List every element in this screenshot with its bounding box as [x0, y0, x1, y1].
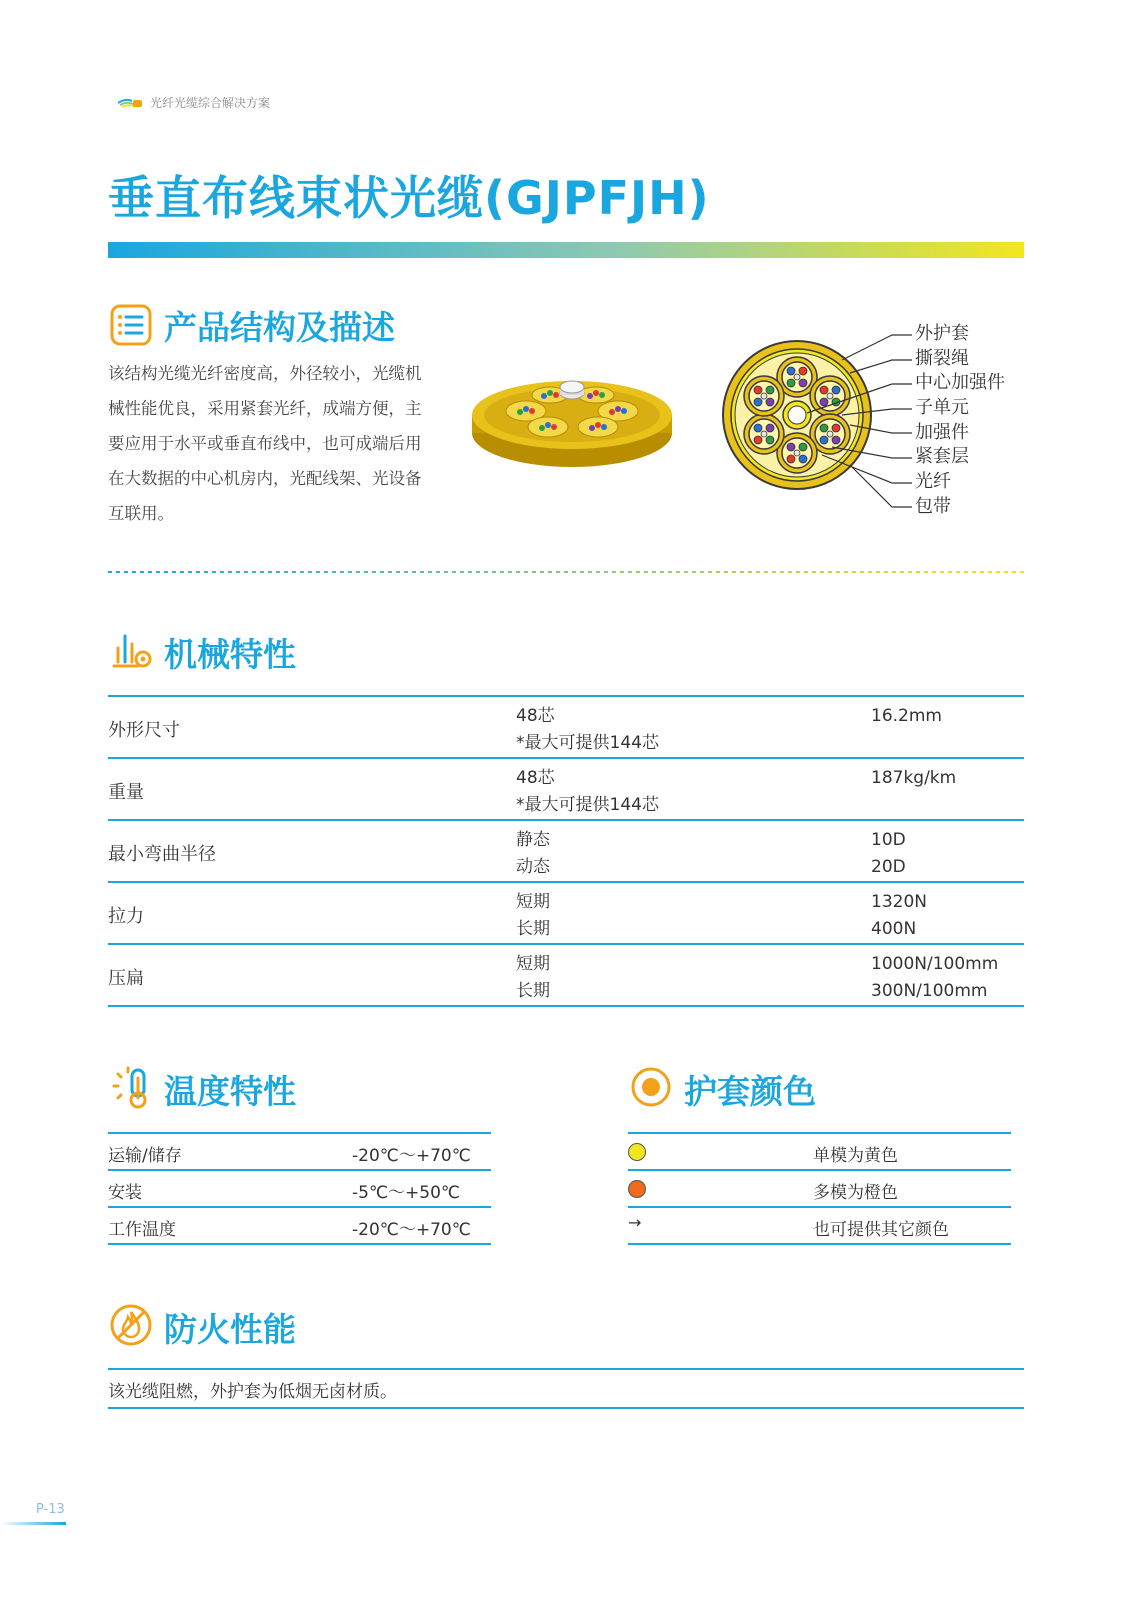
arrow-right-icon: → — [628, 1213, 642, 1232]
row-condition: 短期 长期 — [516, 954, 550, 1001]
mechanical-heading: 机械特性 — [164, 635, 296, 674]
row-condition: 短期 长期 — [516, 892, 550, 939]
row-condition: 48芯 *最大可提供144芯 — [516, 768, 659, 815]
row-name: 最小弯曲半径 — [108, 844, 216, 865]
row-value: 也可提供其它颜色 — [813, 1220, 949, 1240]
legend-label: 中心加强件 — [915, 372, 1005, 394]
legend-label: 撕裂绳 — [915, 347, 969, 369]
legend-label: 加强件 — [915, 421, 969, 443]
row-value: -5℃～+50℃ — [352, 1183, 461, 1203]
page-title: 垂直布线束状光缆(GJPFJH) — [108, 171, 710, 225]
row-condition: 静态 动态 — [516, 830, 550, 877]
section-divider — [108, 571, 1024, 573]
target-dot-icon — [628, 1064, 674, 1110]
temperature-icon-wrap — [108, 1064, 154, 1114]
orange-swatch-icon — [628, 1180, 646, 1198]
row-name: 安装 — [108, 1183, 142, 1203]
cable-cross-section-diagram — [722, 325, 922, 525]
jacket-heading: 护套颜色 — [684, 1072, 816, 1111]
row-value: 多模为橙色 — [813, 1183, 898, 1203]
fiber-logo-icon — [118, 97, 142, 109]
legend-label: 光纤 — [915, 471, 951, 493]
fire-heading: 防火性能 — [164, 1310, 296, 1349]
table-row — [628, 1206, 1011, 1245]
row-value: -20℃～+70℃ — [352, 1220, 471, 1240]
cable-3d-illustration — [470, 365, 675, 470]
table-row — [108, 1132, 491, 1169]
temperature-heading: 温度特性 — [164, 1072, 296, 1111]
row-name: 工作温度 — [108, 1220, 176, 1240]
table-row — [108, 819, 1024, 881]
row-condition: 48芯 *最大可提供144芯 — [516, 706, 659, 753]
row-value: 单模为黄色 — [813, 1146, 898, 1166]
row-value: 10D 20D — [871, 830, 906, 877]
page-number-underline — [0, 1522, 66, 1525]
table-row — [108, 943, 1024, 1007]
row-value: 1000N/100mm 300N/100mm — [871, 954, 999, 1001]
row-name: 运输/储存 — [108, 1146, 182, 1166]
table-row — [108, 881, 1024, 943]
structure-icon-wrap — [108, 302, 154, 352]
brand-header — [118, 94, 270, 111]
mechanical-icon-wrap — [108, 628, 154, 678]
legend-label: 子单元 — [915, 397, 969, 419]
row-name: 重量 — [108, 782, 144, 803]
legend-label: 紧套层 — [915, 446, 969, 468]
temperature-table — [108, 1132, 491, 1245]
title-gradient-bar — [108, 242, 1024, 258]
mechanical-table — [108, 695, 1024, 1007]
flame-icon — [108, 1302, 154, 1348]
jacket-icon-wrap — [628, 1064, 674, 1114]
row-value: 187kg/km — [871, 768, 957, 788]
row-name: 外形尺寸 — [108, 720, 180, 741]
fire-icon-wrap — [108, 1302, 154, 1352]
table-row — [108, 1169, 491, 1206]
table-row — [628, 1169, 1011, 1206]
row-name: 压扁 — [108, 968, 144, 989]
row-value: 16.2mm — [871, 706, 942, 726]
table-row — [108, 1206, 491, 1245]
legend-label: 外护套 — [915, 323, 969, 344]
list-document-icon — [108, 302, 154, 348]
table-row — [628, 1132, 1011, 1169]
page-number: P-13 — [36, 1502, 65, 1517]
row-value: -20℃～+70℃ — [352, 1146, 471, 1166]
fire-text: 该光缆阻燃，外护套为低烟无卤材质。 — [108, 1382, 397, 1402]
jacket-color-table — [628, 1132, 1011, 1245]
row-value: 1320N 400N — [871, 892, 927, 939]
row-name: 拉力 — [108, 906, 144, 927]
cross-section-legend — [915, 322, 1005, 520]
table-row — [108, 695, 1024, 757]
table-row — [108, 757, 1024, 819]
legend-label: 包带 — [915, 495, 951, 517]
fire-performance-box — [108, 1368, 1024, 1409]
yellow-swatch-icon — [628, 1143, 646, 1161]
brand-text: 光纤光缆综合解决方案 — [150, 96, 271, 110]
thermometer-sun-icon — [108, 1064, 154, 1110]
structure-description: 该结构光缆光纤密度高，外径较小，光缆机械性能优良，采用紧套光纤，成端方便，主要应用于水平或垂直布线中，也可成端后用在大数据的中心机房内，光配线架、光设备互联用。 — [108, 364, 422, 523]
structure-heading: 产品结构及描述 — [164, 308, 395, 347]
chart-gear-icon — [108, 628, 154, 674]
